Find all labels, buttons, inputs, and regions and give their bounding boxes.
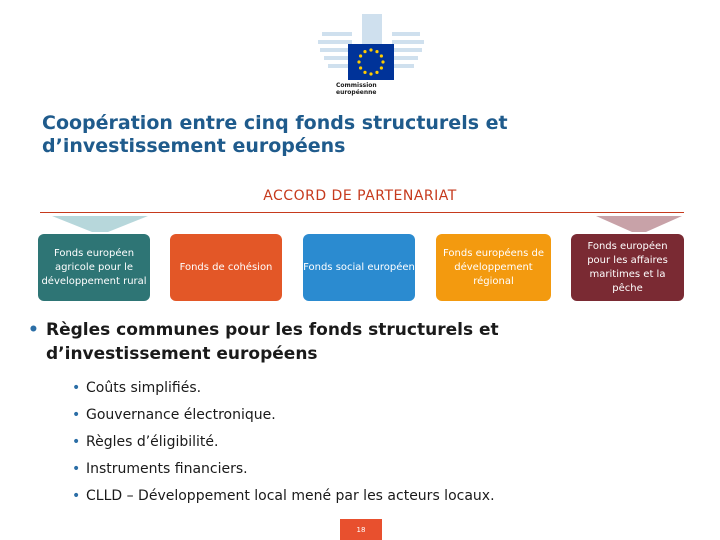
fund-label: Fonds social européen xyxy=(303,261,415,273)
flag-star xyxy=(363,71,366,74)
flag-star xyxy=(375,71,378,74)
slide-title: Coopération entre cinq fonds structurels et d’investissement européens xyxy=(42,112,508,157)
fund-label: Fonds européen agricole pour le développement rural xyxy=(41,247,147,287)
list-item-text: Gouvernance électronique. xyxy=(86,407,276,423)
flag-star xyxy=(363,50,366,53)
flag-star xyxy=(369,48,372,51)
list-item-text: CLLD – Développement local mené par les acteurs locaux. xyxy=(86,488,495,504)
flag-star xyxy=(369,72,372,75)
fund-box-cohesion xyxy=(170,234,282,301)
list-item xyxy=(72,429,495,456)
flag-star xyxy=(357,60,360,63)
main-bullet xyxy=(28,318,606,366)
bullet-icon: • xyxy=(72,434,81,450)
bullet-icon: • xyxy=(28,320,39,340)
fund-label: Fonds européens de développement régional xyxy=(443,247,544,287)
logo-line-2: européenne xyxy=(336,89,377,96)
fund-label: Fonds européen pour les affaires maritimes et la pêche xyxy=(587,240,668,294)
sub-bullet-list xyxy=(72,375,495,510)
partnership-agreement-heading: ACCORD DE PARTENARIAT xyxy=(263,188,457,204)
logo-line-1: Commission xyxy=(336,82,377,89)
bullet-icon: • xyxy=(72,407,81,423)
list-item-text: Instruments financiers. xyxy=(86,461,248,477)
flag-star xyxy=(380,54,383,57)
fund-label: Fonds de cohésion xyxy=(179,261,273,273)
page-number: 18 xyxy=(340,519,382,540)
fund-box-feamp xyxy=(571,234,684,301)
list-item xyxy=(72,456,495,483)
list-item-text: Coûts simplifiés. xyxy=(86,380,202,396)
funnel-connector-1 xyxy=(50,214,150,234)
flag-star xyxy=(380,66,383,69)
bullet-icon: • xyxy=(72,461,81,477)
list-item xyxy=(72,375,495,402)
fund-box-feder xyxy=(436,234,551,301)
flag-star xyxy=(375,50,378,53)
fund-box-fse xyxy=(303,234,415,301)
flag-star xyxy=(359,54,362,57)
bullet-icon: • xyxy=(72,380,81,396)
flag-star xyxy=(381,60,384,63)
fund-box-feader xyxy=(38,234,150,301)
list-item-text: Règles d’éligibilité. xyxy=(86,434,219,450)
funnel-connector-5 xyxy=(594,214,684,234)
main-bullet-text: Règles communes pour les fonds structurels et d’investissement européens xyxy=(46,320,499,364)
divider-line xyxy=(40,212,684,213)
bullet-icon: • xyxy=(72,488,81,504)
flag-star xyxy=(359,66,362,69)
logo-text xyxy=(336,82,396,96)
list-item xyxy=(72,483,495,510)
list-item xyxy=(72,402,495,429)
